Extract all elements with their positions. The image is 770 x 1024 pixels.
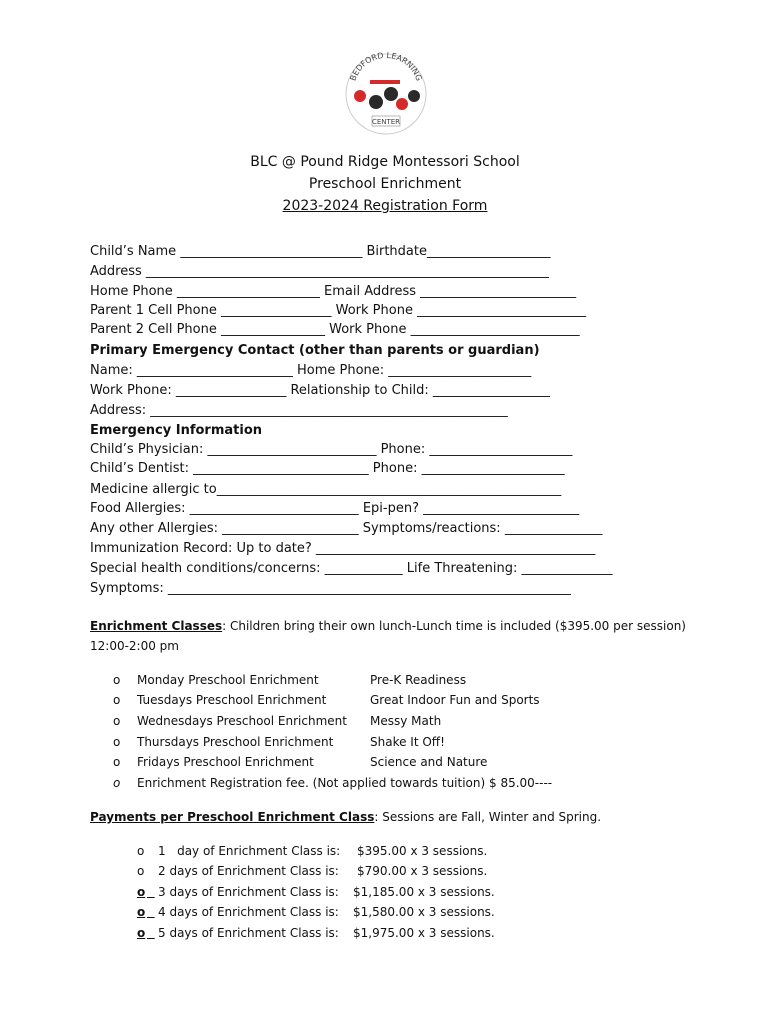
payment-price-1: $395.00 x 3 sessions. [357,844,488,858]
field-other-allergies[interactable]: Any other Allergies: _____________________ Symptoms/reactions: _______________ [90,521,603,536]
enrichment-day-friday: Fridays Preschool Enrichment [137,755,314,769]
payment-underline [147,925,155,941]
field-physician[interactable]: Child’s Physician: __________________________ Phone: ______________________ [90,442,573,457]
svg-text:BEDFORD LEARNING [348,51,423,82]
logo-text-bottom: CENTER [371,118,401,126]
header-program: Preschool Enrichment [308,176,462,192]
field-emergency-address[interactable]: Address: _______________________________________________________ [90,403,508,418]
header-school-name: BLC @ Pound Ridge Montessori School [250,154,520,170]
logo-text-top: BEDFORD LEARNING [348,50,424,83]
field-parent1[interactable]: Parent 1 Cell Phone _________________ Work Phone __________________________ [90,303,587,318]
field-dentist[interactable]: Child’s Dentist: ___________________________ Phone: ______________________ [90,461,565,476]
enrichment-topic-friday: Science and Nature [370,755,488,769]
enrichment-registration-fee: Enrichment Registration fee. (Not applied towards tuition) $ 85.00---- [137,776,553,790]
payments-heading: Payments per Preschool Enrichment Class [90,810,375,824]
enrichment-bullet[interactable]: o [113,673,121,687]
field-address[interactable]: Address ______________________________________________________________ [90,264,549,279]
payment-label-3: 3 days of Enrichment Class is: [158,885,339,899]
field-symptoms[interactable]: Symptoms: ______________________________________________________________ [90,581,571,596]
payment-price-5: $1,975.00 x 3 sessions. [353,926,495,940]
payment-price-4: $1,580.00 x 3 sessions. [353,905,495,919]
payment-mark[interactable]: o [137,926,146,940]
payment-label-5: 5 days of Enrichment Class is: [158,926,339,940]
enrichment-bullet[interactable]: o [113,693,121,707]
enrichment-day-monday: Monday Preschool Enrichment [137,673,319,687]
field-medicine-allergic[interactable]: Medicine allergic to_____________________________________________________ [90,482,562,497]
payment-label-4: 4 days of Enrichment Class is: [158,905,339,919]
field-special-health[interactable]: Special health conditions/concerns: ____________ Life Threatening: ______________ [90,561,613,576]
payment-label-2: 2 days of Enrichment Class is: [158,864,339,878]
payment-underline [147,884,155,900]
field-food-allergies[interactable]: Food Allergies: __________________________ Epi-pen? ________________________ [90,501,580,516]
enrichment-heading: Enrichment Classes [90,619,223,633]
section-primary-emergency: Primary Emergency Contact (other than parents or guardian) [90,343,540,358]
field-home-phone-email[interactable]: Home Phone ______________________ Email Address ________________________ [90,284,577,299]
enrichment-bullet[interactable]: o [113,776,121,790]
payment-underline [147,904,155,920]
field-emergency-name[interactable]: Name: ________________________ Home Phone: ______________________ [90,363,532,378]
enrichment-bullet[interactable]: o [113,714,121,728]
enrichment-day-tuesday: Tuesdays Preschool Enrichment [137,693,327,707]
payment-mark[interactable]: o [137,905,146,919]
field-emergency-work[interactable]: Work Phone: _________________ Relationship to Child: __________________ [90,383,550,398]
enrichment-intro [90,618,686,634]
field-parent2[interactable]: Parent 2 Cell Phone ________________ Work Phone __________________________ [90,322,580,337]
enrichment-day-wednesday: Wednesdays Preschool Enrichment [137,714,347,728]
enrichment-text: : Children bring their own lunch-Lunch time is included ($395.00 per session) [222,619,686,633]
enrichment-topic-tuesday: Great Indoor Fun and Sports [370,693,540,707]
section-emergency-info: Emergency Information [90,423,263,438]
payment-price-3: $1,185.00 x 3 sessions. [353,885,495,899]
payment-mark[interactable]: o [137,864,145,878]
payment-mark[interactable]: o [137,844,145,858]
enrichment-topic-thursday: Shake It Off! [370,735,445,749]
payments-text: : Sessions are Fall, Winter and Spring. [374,810,602,824]
school-logo [336,50,436,138]
enrichment-topic-monday: Pre-K Readiness [370,673,467,687]
payment-price-2: $790.00 x 3 sessions. [357,864,488,878]
enrichment-topic-wednesday: Messy Math [370,714,442,728]
enrichment-day-thursday: Thursdays Preschool Enrichment [137,735,334,749]
enrichment-time: 12:00-2:00 pm [90,639,179,653]
enrichment-bullet[interactable]: o [113,735,121,749]
payment-mark[interactable]: o [137,885,146,899]
payments-intro [90,809,601,825]
payment-label-1: 1 day of Enrichment Class is: [158,844,341,858]
header-form-title: 2023-2024 Registration Form [282,198,488,214]
field-child-name[interactable]: Child’s Name ____________________________ Birthdate___________________ [90,244,551,259]
enrichment-bullet[interactable]: o [113,755,121,769]
field-immunization[interactable]: Immunization Record: Up to date? ___________________________________________ [90,541,596,556]
